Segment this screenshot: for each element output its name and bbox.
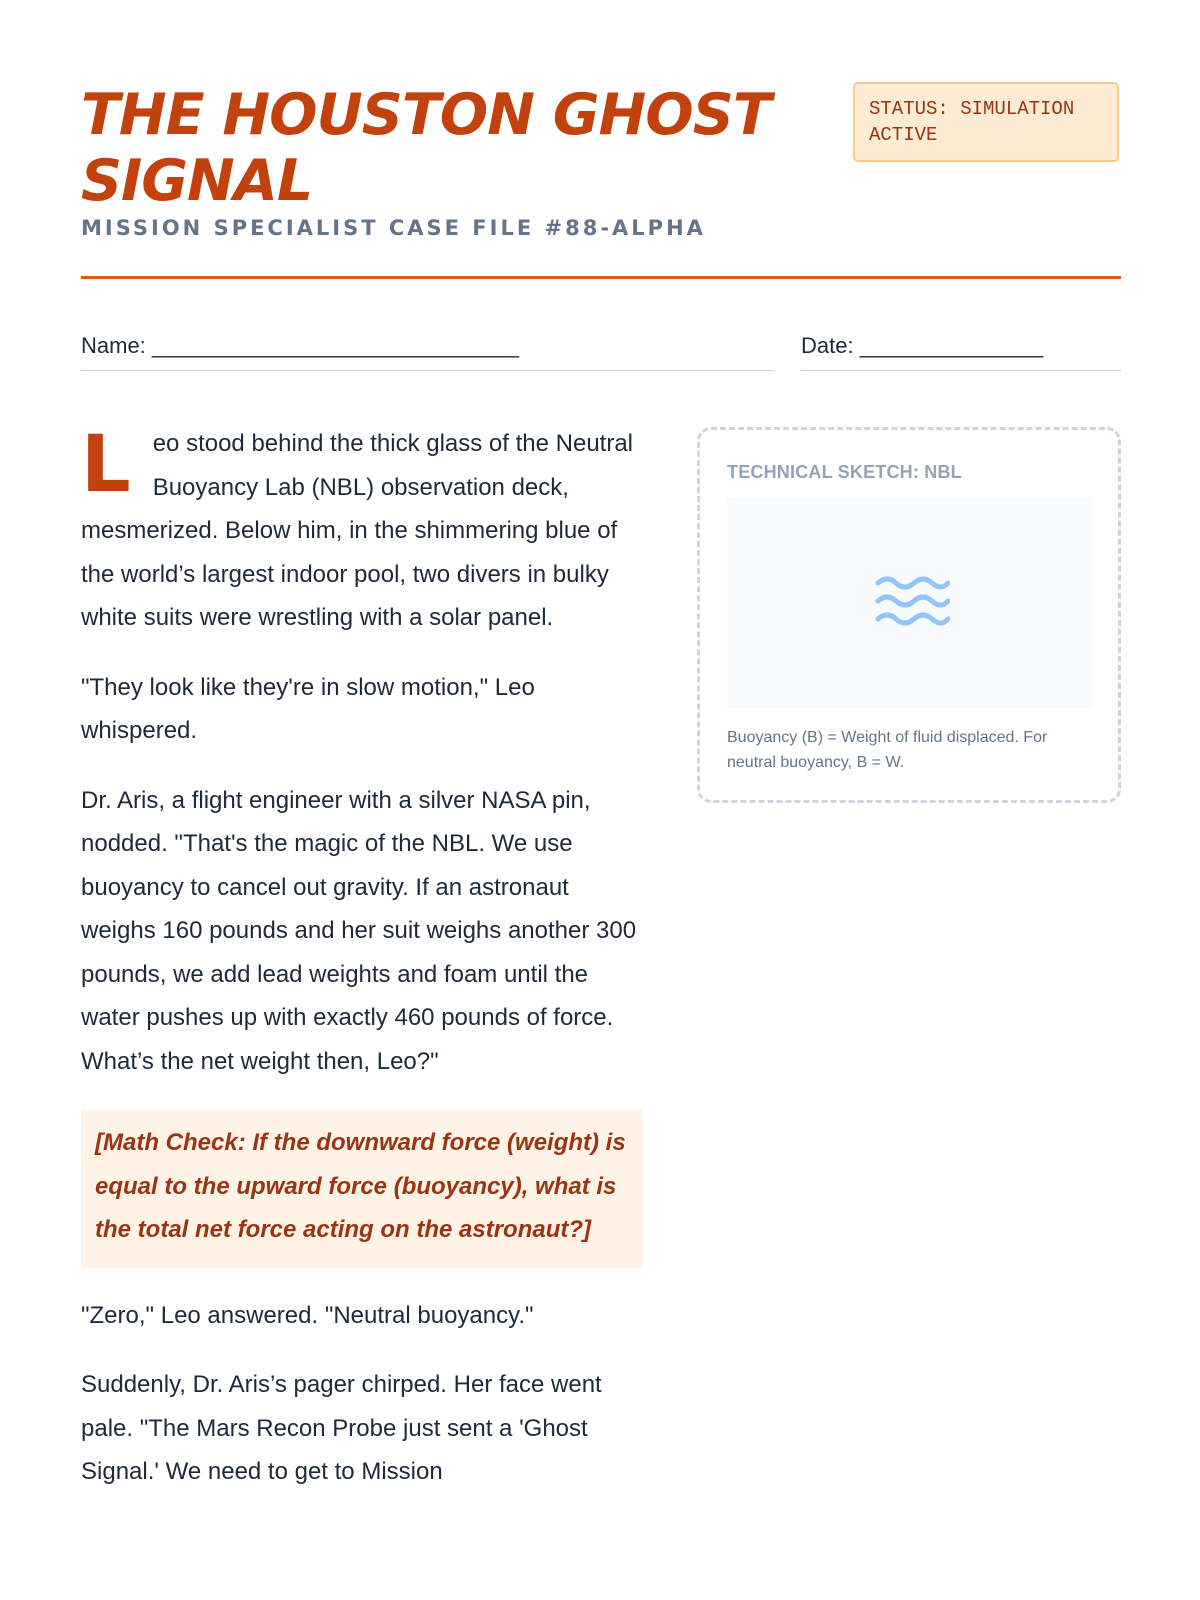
story-paragraph: "They look like they're in slow motion," Leo whispered. [81,673,535,744]
drop-cap: L [81,420,131,510]
story-paragraph: Dr. Aris, a flight engineer with a silver NASA pin, nodded. "That's the magic of the NBL. We use buoyancy to cancel out gravity. If an astronaut weighs 160 pounds and her suit weighs another 300 pounds, we add lead weights and foam until the water pushes up with exactly 460 pounds of force. What’s the net weight then, Leo?" [81,786,637,1075]
story-paragraph-text: eo stood behind the thick glass of the Neutral Buoyancy Lab (NBL) observation deck, mesmerized. Below him, in the shimmering blue of the world’s largest indoor pool, two divers in bulky white suits were wrestling with a solar panel. [81,430,634,631]
sketch-title: TECHNICAL SKETCH: NBL [727,462,962,482]
worksheet-page [81,0,1121,1600]
page-title: THE HOUSTON GHOST SIGNAL [81,82,771,214]
name-field[interactable]: Name: ______________________________ [81,330,774,371]
case-file-subtitle: MISSION SPECIALIST CASE FILE #88-ALPHA [81,216,706,240]
sketch-caption: Buoyancy (B) = Weight of fluid displaced. For neutral buoyancy, B = W. [727,729,1048,771]
date-field[interactable]: Date: _______________ [801,330,1121,371]
story-column [81,422,643,1520]
sketch-area [727,497,1093,708]
waves-icon [874,572,950,630]
story-paragraph [81,422,643,640]
story-paragraph: Suddenly, Dr. Aris’s pager chirped. Her face went pale. "The Mars Recon Probe just sent a 'Ghost Signal.' We need to get to Mission [81,1371,602,1485]
technical-sketch-box [697,427,1121,803]
worksheet-header [81,82,1121,279]
status-badge: STATUS: SIMULATION ACTIVE [853,82,1119,162]
math-check-callout: [Math Check: If the downward force (weight) is equal to the upward force (buoyancy), what is the total net force acting on the astronaut?] [81,1109,643,1268]
story-paragraph: "Zero," Leo answered. "Neutral buoyancy." [81,1301,534,1329]
